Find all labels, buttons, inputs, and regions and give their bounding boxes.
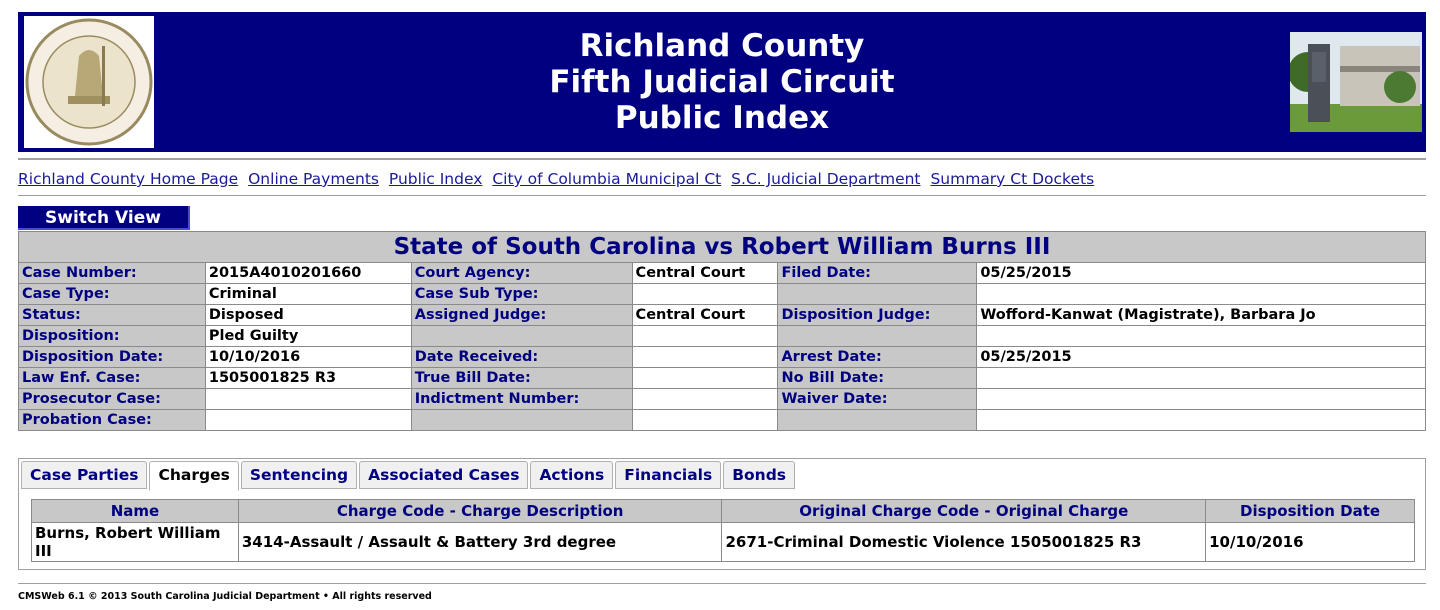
tab-associated-cases[interactable]: Associated Cases bbox=[359, 461, 528, 489]
date-received-value bbox=[632, 347, 778, 368]
tab-bonds[interactable]: Bonds bbox=[723, 461, 795, 489]
link-richland-home[interactable]: Richland County Home Page bbox=[18, 170, 239, 188]
indictment-number-value bbox=[632, 389, 778, 410]
arrest-date-label: Arrest Date: bbox=[778, 347, 977, 368]
charges-table bbox=[31, 499, 1415, 562]
disposition-date-value: 10/10/2016 bbox=[205, 347, 411, 368]
empty-value bbox=[632, 326, 778, 347]
case-row bbox=[19, 368, 1426, 389]
court-agency-value: Central Court bbox=[632, 263, 778, 284]
true-bill-date-value bbox=[632, 368, 778, 389]
title-line-2: Fifth Judicial Circuit bbox=[549, 64, 895, 100]
tab-bar bbox=[21, 461, 797, 489]
nav-links bbox=[18, 170, 1099, 188]
case-row bbox=[19, 389, 1426, 410]
charges-header-row bbox=[32, 500, 1415, 523]
column-header-name: Name bbox=[32, 500, 239, 523]
empty-label bbox=[411, 410, 632, 431]
case-row bbox=[19, 284, 1426, 305]
link-columbia-municipal[interactable]: City of Columbia Municipal Ct bbox=[492, 170, 722, 188]
date-received-label: Date Received: bbox=[411, 347, 632, 368]
filed-date-value: 05/25/2015 bbox=[977, 263, 1426, 284]
case-type-value: Criminal bbox=[205, 284, 411, 305]
disposition-judge-label: Disposition Judge: bbox=[778, 305, 977, 326]
empty-value bbox=[977, 326, 1426, 347]
law-enf-case-value: 1505001825 R3 bbox=[205, 368, 411, 389]
case-row bbox=[19, 305, 1426, 326]
assigned-judge-label: Assigned Judge: bbox=[411, 305, 632, 326]
footer-divider bbox=[18, 583, 1426, 584]
empty-value bbox=[977, 410, 1426, 431]
case-type-label: Case Type: bbox=[19, 284, 206, 305]
column-header-disposition-date: Disposition Date bbox=[1206, 500, 1415, 523]
waiver-date-label: Waiver Date: bbox=[778, 389, 977, 410]
case-tabs-panel bbox=[18, 458, 1426, 570]
law-enf-case-label: Law Enf. Case: bbox=[19, 368, 206, 389]
table-row bbox=[32, 523, 1415, 562]
link-public-index[interactable]: Public Index bbox=[388, 170, 483, 188]
empty-label bbox=[778, 410, 977, 431]
no-bill-date-label: No Bill Date: bbox=[778, 368, 977, 389]
link-sc-judicial[interactable]: S.C. Judicial Department bbox=[731, 170, 921, 188]
empty-value bbox=[632, 410, 778, 431]
tab-charges[interactable]: Charges bbox=[149, 461, 238, 491]
tab-financials[interactable]: Financials bbox=[615, 461, 721, 489]
court-agency-label: Court Agency: bbox=[411, 263, 632, 284]
status-value: Disposed bbox=[205, 305, 411, 326]
filed-date-label: Filed Date: bbox=[778, 263, 977, 284]
prosecutor-case-value bbox=[205, 389, 411, 410]
case-row bbox=[19, 263, 1426, 284]
assigned-judge-value: Central Court bbox=[632, 305, 778, 326]
empty-label bbox=[411, 326, 632, 347]
case-caption: State of South Carolina vs Robert William Burns III bbox=[19, 232, 1426, 263]
column-header-charge: Charge Code - Charge Description bbox=[238, 500, 722, 523]
link-summary-dockets[interactable]: Summary Ct Dockets bbox=[930, 170, 1095, 188]
charge-description: 3414-Assault / Assault & Battery 3rd degree bbox=[238, 523, 722, 562]
charge-defendant-name: Burns, Robert William III bbox=[32, 523, 239, 562]
status-label: Status: bbox=[19, 305, 206, 326]
empty-label bbox=[778, 284, 977, 305]
title-line-3: Public Index bbox=[614, 100, 830, 136]
case-row bbox=[19, 326, 1426, 347]
disposition-value: Pled Guilty bbox=[205, 326, 411, 347]
link-online-payments[interactable]: Online Payments bbox=[248, 170, 379, 188]
case-row bbox=[19, 410, 1426, 431]
header-divider bbox=[18, 158, 1426, 160]
tab-case-parties[interactable]: Case Parties bbox=[21, 461, 147, 489]
column-header-original-charge: Original Charge Code - Original Charge bbox=[722, 500, 1206, 523]
case-number-value: 2015A4010201660 bbox=[205, 263, 411, 284]
judicial-center-photo bbox=[1290, 32, 1422, 132]
disposition-date-label: Disposition Date: bbox=[19, 347, 206, 368]
original-charge: 2671-Criminal Domestic Violence 1505001825 R3 bbox=[722, 523, 1206, 562]
no-bill-date-value bbox=[977, 368, 1426, 389]
case-sub-type-value bbox=[632, 284, 778, 305]
case-details-table bbox=[18, 231, 1426, 431]
header-banner bbox=[18, 12, 1426, 152]
case-number-label: Case Number: bbox=[19, 263, 206, 284]
empty-label bbox=[778, 326, 977, 347]
prosecutor-case-label: Prosecutor Case: bbox=[19, 389, 206, 410]
case-sub-type-label: Case Sub Type: bbox=[411, 284, 632, 305]
charge-disposition-date: 10/10/2016 bbox=[1206, 523, 1415, 562]
disposition-judge-value: Wofford-Kanwat (Magistrate), Barbara Jo bbox=[977, 305, 1426, 326]
page-title bbox=[18, 28, 1426, 136]
indictment-number-label: Indictment Number: bbox=[411, 389, 632, 410]
footer-copyright: CMSWeb 6.1 © 2013 South Carolina Judicial Department • All rights reserved bbox=[18, 591, 432, 602]
empty-value bbox=[977, 284, 1426, 305]
nav-divider bbox=[18, 195, 1426, 196]
arrest-date-value: 05/25/2015 bbox=[977, 347, 1426, 368]
tab-actions[interactable]: Actions bbox=[530, 461, 613, 489]
title-line-1: Richland County bbox=[579, 28, 865, 64]
tab-sentencing[interactable]: Sentencing bbox=[241, 461, 357, 489]
probation-case-label: Probation Case: bbox=[19, 410, 206, 431]
switch-view-button[interactable]: Switch View bbox=[18, 206, 190, 230]
disposition-label: Disposition: bbox=[19, 326, 206, 347]
case-row bbox=[19, 347, 1426, 368]
true-bill-date-label: True Bill Date: bbox=[411, 368, 632, 389]
waiver-date-value bbox=[977, 389, 1426, 410]
probation-case-value bbox=[205, 410, 411, 431]
